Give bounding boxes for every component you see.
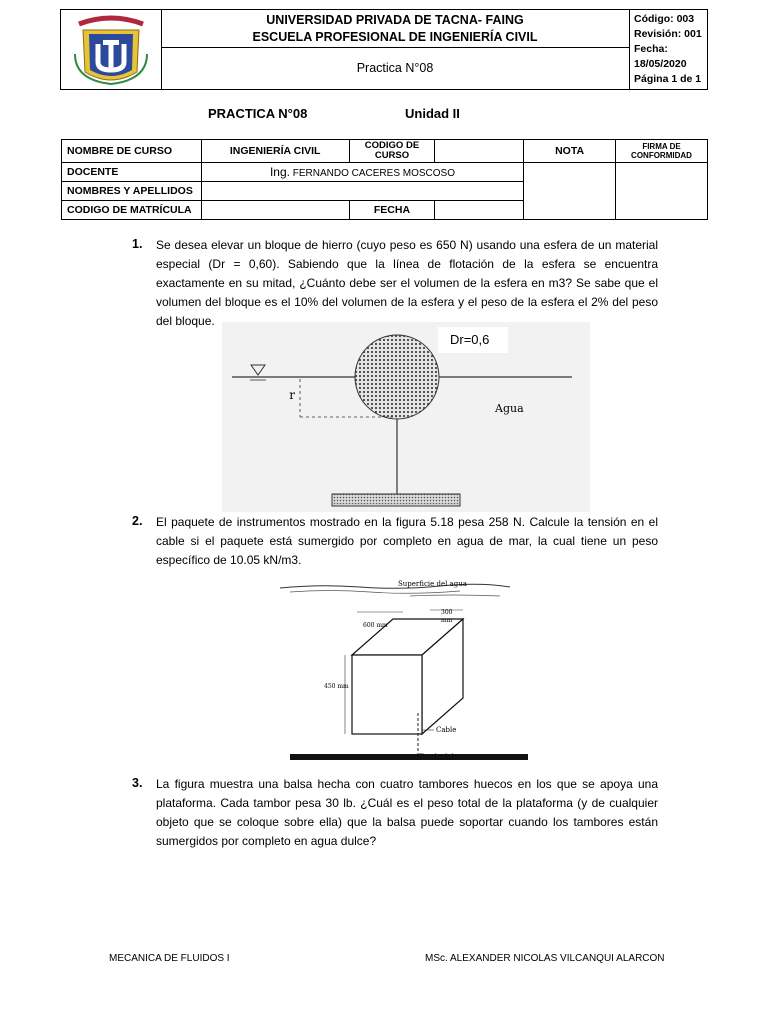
practice-title: PRACTICA N°08 (208, 106, 308, 121)
grade-label: NOTA (524, 140, 616, 163)
dim-450-label: 450 mm (324, 683, 349, 690)
teacher-prefix: Ing. (269, 165, 290, 179)
question-3-text: La figura muestra una balsa hecha con cuatro tambores huecos en los que se apoya una plataforma. Cada tambor pesa 30 lb. ¿Cuál es el peso total de la plataforma (y de cualquier objeto que se coloque sobre ella) que la balsa puede soportar cuando los tambores están sumergidos por completo en agua dulce? (156, 777, 658, 848)
header-meta (630, 10, 708, 89)
water-surface-2 (290, 591, 460, 594)
surface-label: Superficie del agua (398, 580, 467, 588)
course-code-value[interactable] (435, 140, 524, 163)
question-1-text: Se desea elevar un bloque de hierro (cuyo peso es 650 N) usando una esfera de un material especial (Dr = 0,60). Sabiendo que la línea de flotación de la esfera se encuentra exactamente en su mitad, ¿Cuánto debe ser el volumen de la esfera en m3? Se sabe que el volumen del bloque es el 10% del volumen de la esfera y el peso de la esfera el 2% del peso del bloque. (156, 238, 658, 328)
unit-title: Unidad II (405, 106, 460, 121)
question-2-text: El paquete de instrumentos mostrado en la figura 5.18 pesa 258 N. Calcule la tensión en el cable si el paquete está sumergido por completo en agua de mar, la cual tiene un peso específico de 10.05 kN/m3. (156, 515, 658, 567)
question-3-number: 3. (132, 776, 143, 790)
fecha: Fecha: 18/05/2020 (634, 43, 687, 70)
water-surface-1 (280, 584, 510, 588)
school-name: ESCUELA PROFESIONAL DE INGENIERÍA CIVIL (252, 30, 538, 44)
header-title-block (161, 10, 629, 48)
pagina: Página 1 de 1 (634, 73, 702, 85)
radius-label: r (289, 388, 295, 402)
dim-300-unit: mm (441, 617, 453, 624)
university-name: UNIVERSIDAD PRIVADA DE TACNA- FAING (266, 13, 524, 27)
revision: Revisión: 001 (634, 28, 702, 40)
sea-bottom (290, 754, 528, 760)
water-label: Agua (495, 402, 524, 415)
document-header (60, 9, 708, 90)
figure-2-package (260, 574, 530, 766)
cable-label: Cable (436, 726, 457, 734)
water-surface-3 (410, 595, 500, 596)
signature-label: FIRMA DE CONFORMIDAD (616, 140, 708, 163)
dim-600-label: 600 mm (363, 622, 388, 629)
date-value[interactable] (435, 201, 524, 220)
course-code-label: CODIGO DE CURSO (349, 140, 435, 163)
dim-300-label: 300 (441, 609, 453, 616)
question-1-number: 1. (132, 237, 143, 251)
teacher-value (201, 163, 523, 182)
logo-cell (61, 10, 162, 89)
figure-1-sphere (222, 322, 590, 512)
student-name-label: NOMBRES Y APELLIDOS (62, 182, 202, 201)
course-name-label: NOMBRE DE CURSO (62, 140, 202, 163)
enrollment-code-value[interactable] (201, 201, 349, 220)
question-2-number: 2. (132, 514, 143, 528)
signature-value[interactable] (616, 163, 708, 220)
teacher-label: DOCENTE (62, 163, 202, 182)
box-front (352, 655, 422, 734)
header-middle (161, 10, 630, 89)
course-name-value: INGENIERÍA CIVIL (201, 140, 349, 163)
sphere (355, 335, 439, 419)
iron-block (332, 494, 460, 506)
date-label: FECHA (349, 201, 435, 220)
grade-value[interactable] (524, 163, 616, 220)
dr-label: Dr=0,6 (450, 332, 490, 347)
teacher-name: FERNANDO CACERES MOSCOSO (292, 168, 455, 179)
student-name-value[interactable] (201, 182, 523, 201)
codigo: Código: 003 (634, 13, 695, 25)
enrollment-code-label: CODIGO DE MATRÍCULA (62, 201, 202, 220)
student-info-table (61, 139, 708, 220)
practice-name: Practica N°08 (356, 61, 434, 75)
university-logo (61, 10, 161, 89)
footer-author: MSc. ALEXANDER NICOLAS VILCANQUI ALARCON (425, 953, 665, 964)
footer-course: MECANICA DE FLUIDOS I (109, 953, 230, 964)
